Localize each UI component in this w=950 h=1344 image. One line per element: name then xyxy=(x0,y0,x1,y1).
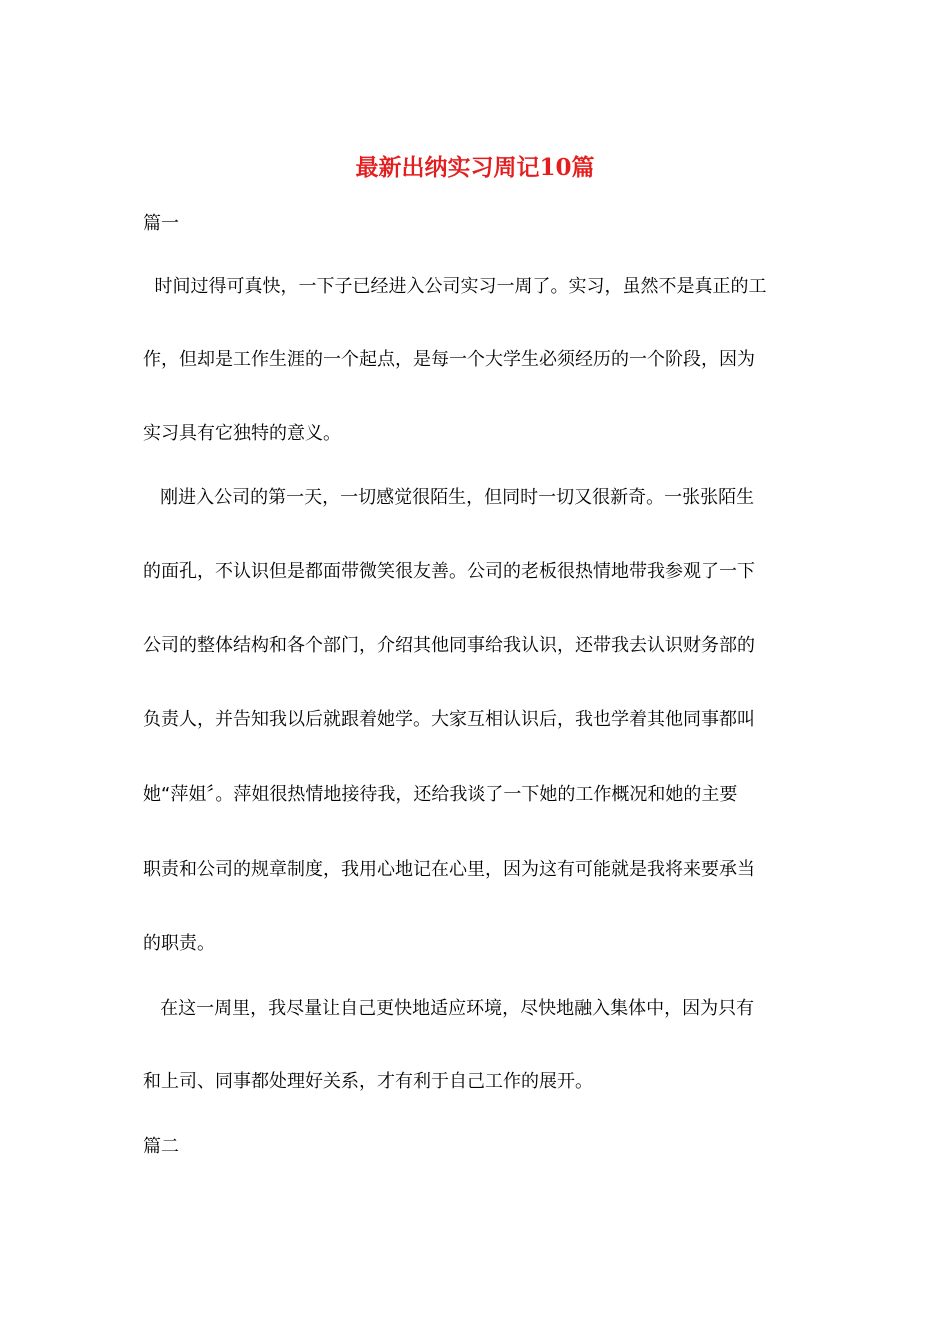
paragraph-line: 公司的整体结构和各个部门，介绍其他同事给我认识，还带我去认识财务部的 xyxy=(143,635,755,656)
paragraph-line: 和上司、同事都处理好关系，才有利于自己工作的展开。 xyxy=(143,1071,593,1092)
paragraph-line: 她“萍姐〞。萍姐很热情地接待我，还给我谈了一下她的工作概况和她的主要 xyxy=(143,784,738,805)
paragraph-line: 时间过得可真快，一下子已经进入公司实习一周了。实习，虽然不是真正的工 xyxy=(143,276,767,297)
section-heading-2: 篇二 xyxy=(143,1136,179,1157)
paragraph-line: 负责人，并告知我以后就跟着她学。大家互相认识后，我也学着其他同事都叫 xyxy=(143,709,755,730)
paragraph-line: 作，但却是工作生涯的一个起点，是每一个大学生必须经历的一个阶段，因为 xyxy=(143,349,755,370)
paragraph-line: 在这一周里，我尽量让自己更快地适应环境，尽快地融入集体中，因为只有 xyxy=(143,998,755,1019)
paragraph-line: 的面孔，不认识但是都面带微笑很友善。公司的老板很热情地带我参观了一下 xyxy=(143,561,755,582)
paragraph-line: 的职责。 xyxy=(143,933,215,954)
section-heading-1: 篇一 xyxy=(143,213,179,234)
paragraph-line: 实习具有它独特的意义。 xyxy=(143,423,341,444)
paragraph-line: 刚进入公司的第一天，一切感觉很陌生，但同时一切又很新奇。一张张陌生 xyxy=(143,487,755,508)
paragraph-line: 职责和公司的规章制度，我用心地记在心里，因为这有可能就是我将来要承当 xyxy=(143,859,755,880)
document-title: 最新出纳实习周记10篇 xyxy=(355,154,595,181)
